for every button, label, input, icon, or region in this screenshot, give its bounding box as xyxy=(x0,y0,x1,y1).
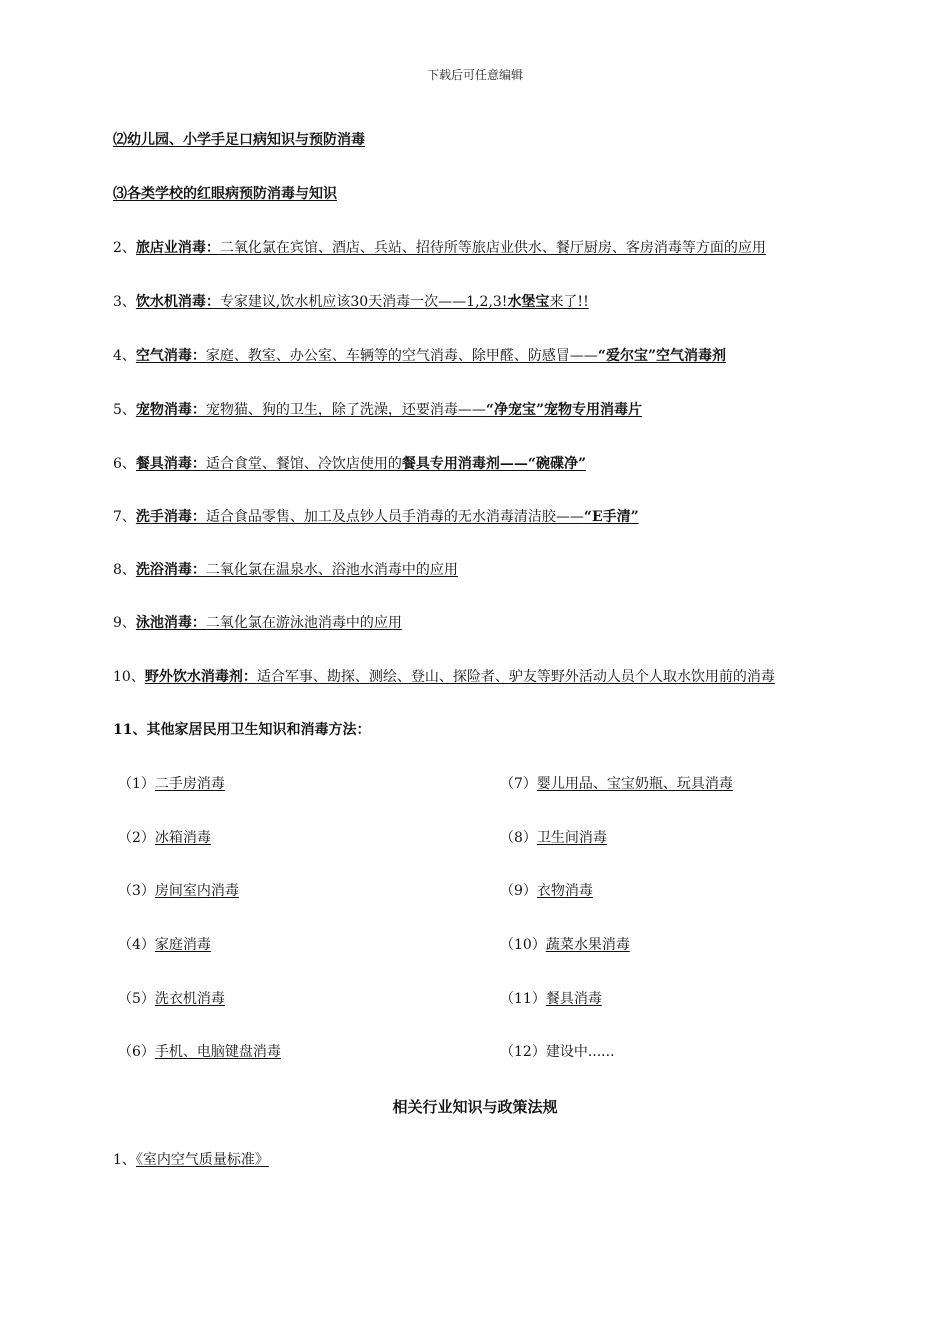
list-item-handwash xyxy=(113,508,639,526)
page-header: 下载后可任意编辑 xyxy=(426,68,523,82)
section-title: 相关行业知识与政策法规 xyxy=(392,1098,558,1116)
item-product-link[interactable]: “爱尔宝”空气消毒剂 xyxy=(597,348,727,364)
item-text-link[interactable]: 适合食堂、餐馆、冷饮店使用的 xyxy=(205,456,402,472)
list-item-air xyxy=(113,347,726,365)
sub-item xyxy=(500,990,602,1008)
item-text-link[interactable]: 宠物猫、狗的卫生，除了洗澡，还要消毒—— xyxy=(205,402,486,418)
item-text-link[interactable]: 专家建议,饮水机应该30天消毒一次——1,2,3! xyxy=(219,294,508,310)
sub-item-link[interactable]: 洗衣机消毒 xyxy=(154,991,225,1007)
sub-item-number: （7） xyxy=(500,776,537,792)
sub-item xyxy=(500,775,733,793)
sub-item-number: （10） xyxy=(500,937,546,953)
sub-item-link[interactable]: 家庭消毒 xyxy=(154,937,211,953)
sub-item-number: （5） xyxy=(118,991,155,1007)
sub-item-link[interactable]: 房间室内消毒 xyxy=(154,883,239,899)
item-product-link[interactable]: “E手清” xyxy=(583,509,639,525)
item-title-link[interactable]: 野外饮水消毒剂： xyxy=(144,669,257,685)
list-item-household xyxy=(113,721,370,739)
sub-item-number: （6） xyxy=(118,1044,155,1060)
sub-item xyxy=(118,882,239,900)
policy-item xyxy=(113,1151,269,1169)
list-item-pet xyxy=(113,401,642,419)
item-title-link[interactable]: 泳池消毒： xyxy=(135,615,206,631)
sub-item-number: （12） xyxy=(500,1044,546,1060)
item-product-link[interactable]: 水堡宝 xyxy=(507,294,550,310)
list-item-bath xyxy=(113,561,458,579)
sub-item-link[interactable]: 二手房消毒 xyxy=(154,776,225,792)
item-text-link[interactable]: 二氧化氯在温泉水、浴池水消毒中的应用 xyxy=(205,562,458,578)
item-title-link[interactable]: 空气消毒： xyxy=(135,348,206,364)
sub-item-number: （4） xyxy=(118,937,155,953)
list-item-pool xyxy=(113,614,402,632)
sub-item-link[interactable]: 衣物消毒 xyxy=(536,883,593,899)
sub-item-link[interactable]: 卫生间消毒 xyxy=(536,830,607,846)
sub-item-number: （3） xyxy=(118,883,155,899)
sub-item-number: （1） xyxy=(118,776,155,792)
item-number: 6、 xyxy=(113,456,136,472)
item-text-link[interactable]: 家庭、教室、办公室、车辆等的空气消毒、除甲醛、防感冒—— xyxy=(205,348,598,364)
item-number: 11、 xyxy=(113,722,147,738)
item-title-link[interactable]: 洗浴消毒： xyxy=(135,562,206,578)
list-item-water-dispenser xyxy=(113,293,589,311)
sub-item xyxy=(500,829,607,847)
sub-item xyxy=(118,1043,281,1061)
item-title: 其他家居民用卫生知识和消毒方法： xyxy=(146,722,371,738)
sub-item-text: 建设中...... xyxy=(545,1044,615,1060)
link-hand-foot-mouth[interactable]: ⑵幼儿园、小学手足口病知识与预防消毒 xyxy=(113,132,365,148)
item-title-link[interactable]: 餐具消毒： xyxy=(135,456,206,472)
item-number: 9、 xyxy=(113,615,136,631)
item-title-link[interactable]: 宠物消毒： xyxy=(135,402,206,418)
sub-item-link[interactable]: 餐具消毒 xyxy=(545,991,602,1007)
item-product-link[interactable]: “净宠宝”宠物专用消毒片 xyxy=(485,402,643,418)
sub-item-link[interactable]: 婴儿用品、宝宝奶瓶、玩具消毒 xyxy=(536,776,733,792)
list-item-tableware xyxy=(113,455,586,473)
sub-item-link[interactable]: 手机、电脑键盘消毒 xyxy=(154,1044,281,1060)
item-number: 1、 xyxy=(113,1152,136,1168)
item-number: 5、 xyxy=(113,402,136,418)
item-title-link[interactable]: 洗手消毒： xyxy=(135,509,206,525)
sub-item-number: （2） xyxy=(118,830,155,846)
sub-item xyxy=(500,882,593,900)
item-number: 3、 xyxy=(113,294,136,310)
list-item-field-water xyxy=(113,668,775,686)
item-product-link[interactable]: 餐具专用消毒剂——“碗碟净” xyxy=(401,456,587,472)
sub-item xyxy=(500,936,630,954)
item-number: 4、 xyxy=(113,348,136,364)
sub-item xyxy=(118,990,225,1008)
sub-item xyxy=(500,1043,615,1061)
sub-item-link[interactable]: 蔬菜水果消毒 xyxy=(545,937,630,953)
item-number: 10、 xyxy=(113,669,145,685)
link-pinkeye[interactable]: ⑶各类学校的红眼病预防消毒与知识 xyxy=(113,186,337,202)
sub-item-number: （9） xyxy=(500,883,537,899)
item-title-link[interactable]: 旅店业消毒： xyxy=(135,240,220,256)
item-number: 7、 xyxy=(113,509,136,525)
item-text-link[interactable]: 适合军事、勘探、测绘、登山、探险者、驴友等野外活动人员个人取水饮用前的消毒 xyxy=(256,669,775,685)
sub-item-number: （11） xyxy=(500,991,546,1007)
item-number: 2、 xyxy=(113,240,136,256)
item-number: 8、 xyxy=(113,562,136,578)
item-title-link[interactable]: 饮水机消毒： xyxy=(135,294,220,310)
item-text-link[interactable]: 二氧化氯在宾馆、酒店、兵站、招待所等旅店业供水、餐厅厨房、客房消毒等方面的应用 xyxy=(219,240,766,256)
sub-item xyxy=(118,775,225,793)
item-text-link[interactable]: 适合食品零售、加工及点钞人员手消毒的无水消毒清洁胶—— xyxy=(205,509,584,525)
item-text-link[interactable]: 二氧化氯在游泳池消毒中的应用 xyxy=(205,615,402,631)
sub-item xyxy=(118,936,211,954)
sub-item-number: （8） xyxy=(500,830,537,846)
list-item-hotel xyxy=(113,239,766,257)
item-tail-link[interactable]: 来了!! xyxy=(549,294,589,310)
policy-link[interactable]: 《室内空气质量标准》 xyxy=(135,1152,269,1168)
sub-item xyxy=(118,829,211,847)
sub-item-link[interactable]: 冰箱消毒 xyxy=(154,830,211,846)
